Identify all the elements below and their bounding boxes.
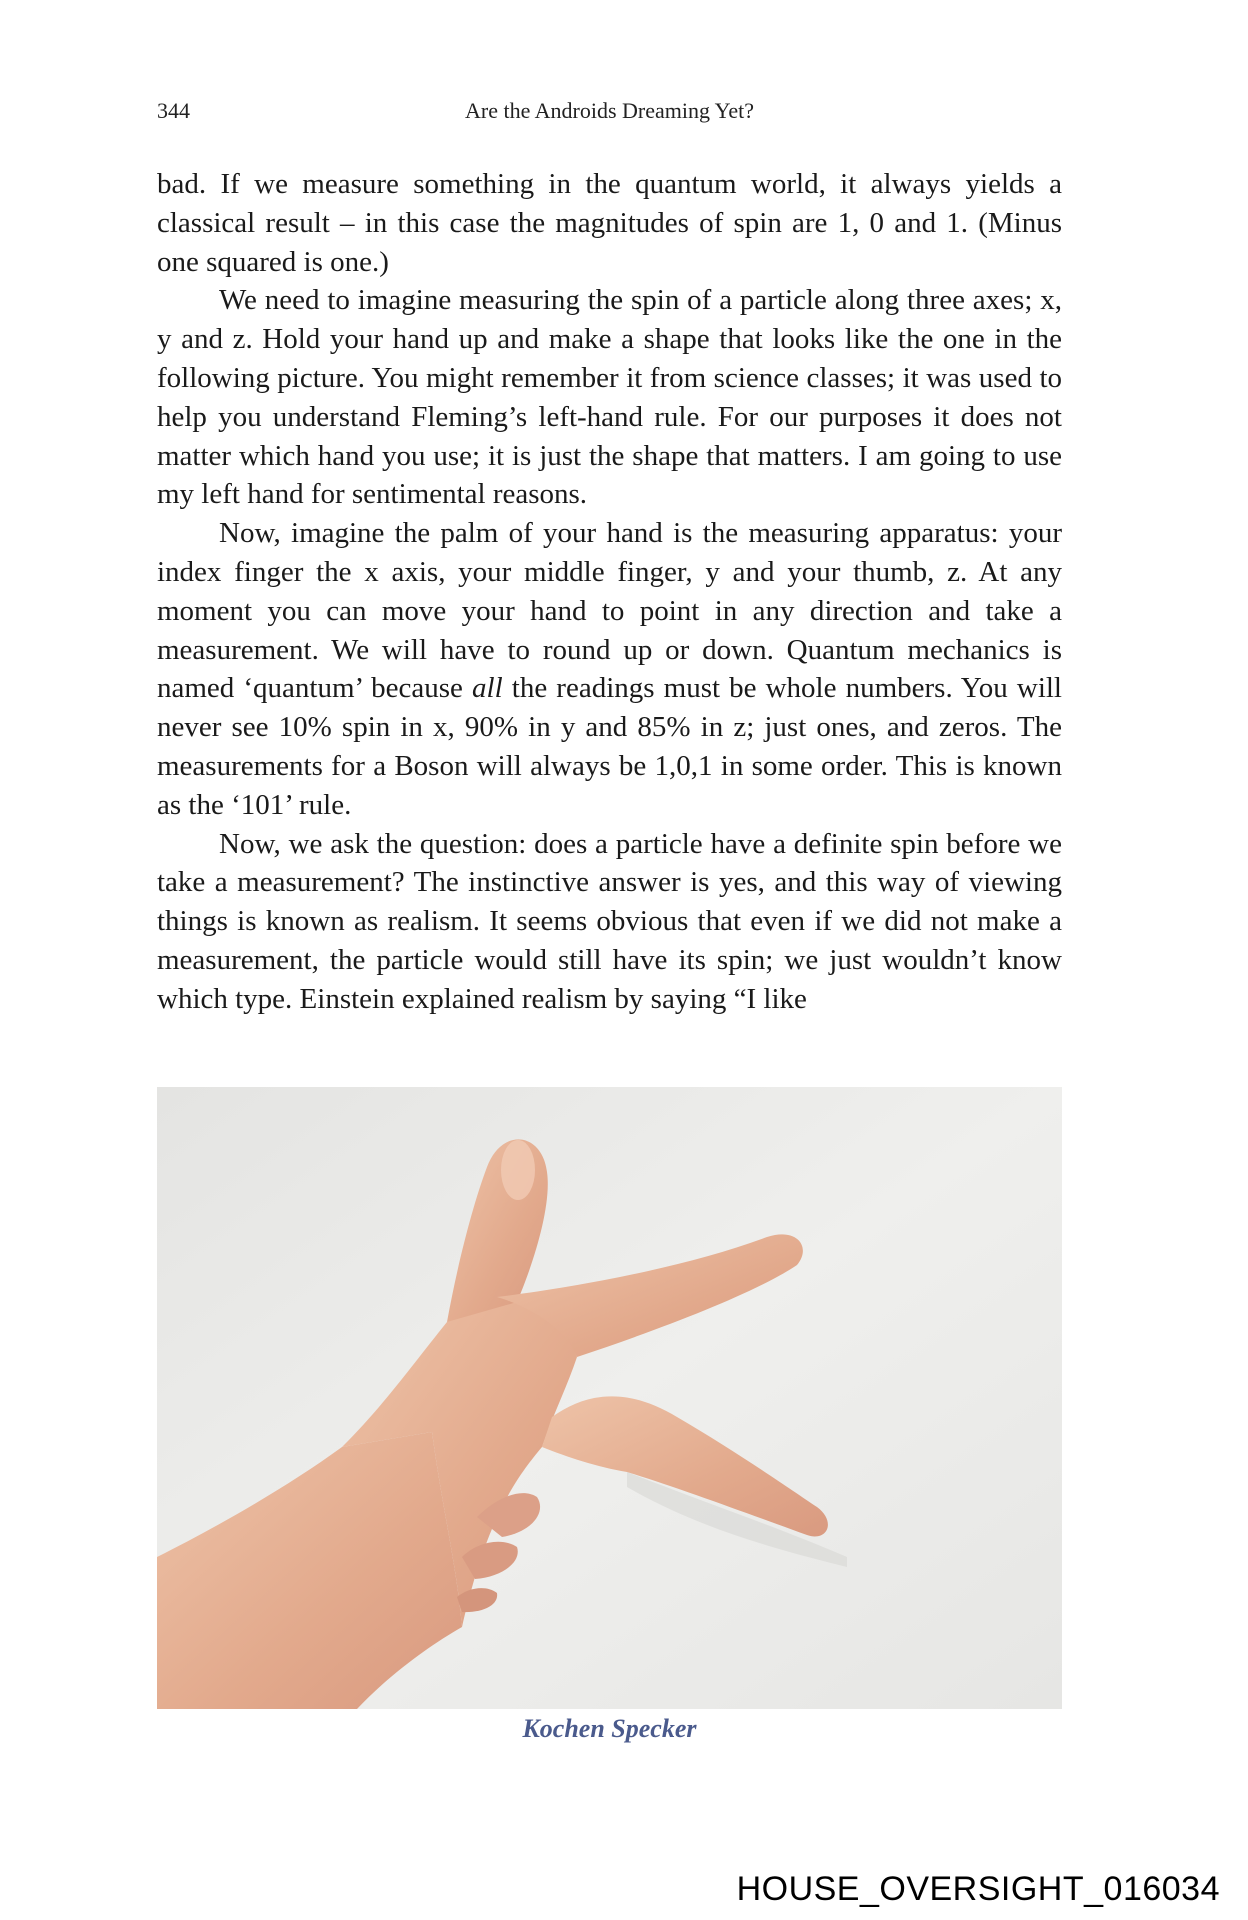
hand-photo-icon — [157, 1087, 1062, 1709]
figure-caption: Kochen Specker — [522, 1714, 697, 1743]
page-number: 344 — [157, 98, 190, 123]
paragraph-text: Now, imagine the palm of your hand is the measuring apparatus: your index finger the x axis, your middle finger, y and your thumb, z. At any moment you can move your hand to point in any direction and take a measurement. We will have to round up or down. Quantum mechanics is named ‘quantum’ because — [157, 517, 1062, 705]
paragraph — [157, 514, 1062, 824]
running-header — [157, 98, 1062, 128]
paragraph: bad. If we measure something in the quantum world, it always yields a classical result – in this case the magnitudes of spin are 1, 0 and 1. (Minus one squared is one.) — [157, 168, 1062, 278]
book-title: Are the Androids Dreaming Yet? — [464, 98, 754, 123]
body-text — [157, 165, 1062, 1019]
document-stamp: HOUSE_OVERSIGHT_016034 — [736, 1870, 1220, 1908]
paragraph: We need to imagine measuring the spin of a particle along three axes; x, y and z. Hold your hand up and make a shape that looks like the one in the following picture. You might remember it from science classes; it was used to help you understand Fleming’s left-hand rule. For our purposes it does not matter which hand you use; it is just the shape that matters. I am going to use my left hand for sentimental reasons. — [157, 284, 1062, 511]
emphasis-text: all — [472, 672, 503, 705]
figure-photo — [157, 1087, 1062, 1709]
paragraph: Now, we ask the question: does a particle have a definite spin before we take a measurement? The instinctive answer is yes, and this way of viewing things is known as realism. It seems obvious that even if we did not make a measurement, the particle would still have its spin; we just wouldn’t know which type. Einstein explained realism by saying “I like — [157, 827, 1062, 1015]
paragraph-text: the readings must be whole numbers. You will never see 10% spin in x, 90% in y and 85% in z; just ones, and zeros. The measurements for a Boson will always be 1,0,1 in some order. This is known as the ‘101’ rule. — [157, 672, 1062, 821]
